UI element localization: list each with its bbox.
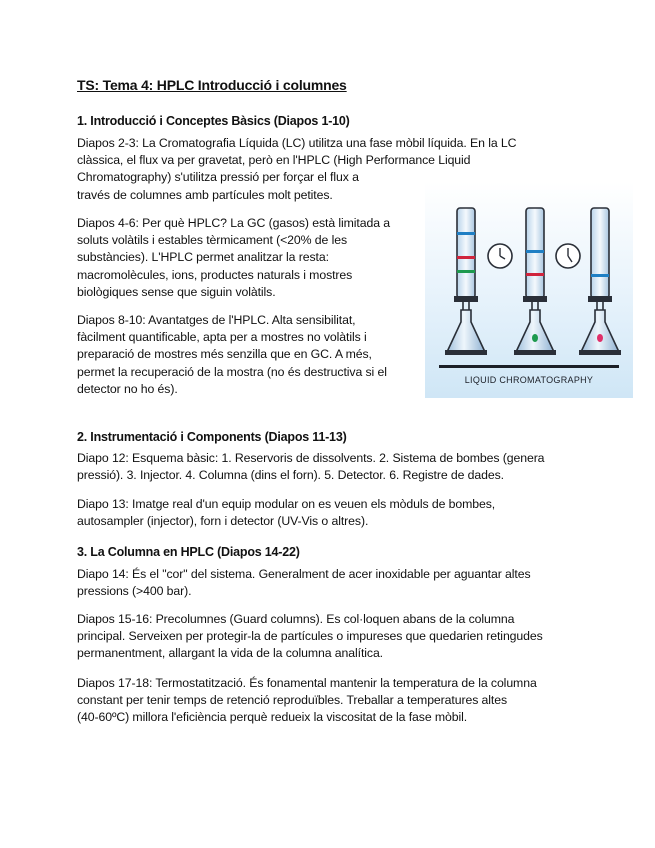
text-line: soluts volàtils i estables tèrmicament (<20% de les [77,233,347,248]
text-line: macromolècules, ions, productes naturals i mostres [77,267,353,282]
document-title: TS: Tema 4: HPLC Introducció i columnes [77,77,347,93]
column-2 [514,208,556,355]
text-line: través de columnes amb partícules molt petites. [77,187,333,202]
section-heading-1: 1. Introducció i Conceptes Bàsics (Diapos 1-10) [77,114,350,128]
text-line: clàssica, el flux va per gravetat, però en l'HPLC (High Performance Liquid [77,153,471,168]
band-blue [526,250,544,253]
text-line: Diapo 12: Esquema bàsic: 1. Reservoris de dissolvents. 2. Sistema de bombes (genera [77,451,545,465]
text-line: autosampler (injector), forn i detector (UV-Vis o altres). [77,514,369,529]
clock-icon [556,244,580,268]
band-red [526,273,544,276]
text-line: biològiques sense que siguin volàtils. [77,284,276,299]
band-blue [591,274,609,277]
text-line: Diapos 8-10: Avantatges de l'HPLC. Alta sensibilitat, [77,313,356,327]
text-line: Diapo 14: És el "cor" del sistema. Generalment de acer inoxidable per aguantar altes [77,567,531,581]
figure-baseline [439,365,619,368]
text-line: permet la recuperació de la mostra (no és destructiva si el [77,364,387,379]
paragraph-diapo-12 [77,450,544,484]
section-heading-3: 3. La Columna en HPLC (Diapos 14-22) [77,545,300,559]
column-3 [579,208,621,355]
band-green [457,270,475,273]
green-drop [532,334,538,342]
paragraph-diapos-8-10 [77,312,387,398]
clock-icon [488,244,512,268]
paragraph-diapos-17-18 [77,675,537,727]
text-line: Diapos 2-3: La Cromatografia Líquida (LC) utilitza una fase mòbil líquida. En la LC [77,136,517,150]
text-line: constant per tenir temps de retenció reproduïbles. Treballar a temperatures altes [77,693,508,708]
column-1 [445,208,487,355]
text-line: substàncies). L'HPLC permet analitzar la resta: [77,250,329,265]
text-line: Chromatography) s'utilitza pressió per forçar el flux a [77,170,359,185]
text-line: Diapo 13: Imatge real d'un equip modular on es veuen els mòduls de bombes, [77,497,496,511]
paragraph-diapos-4-6 [77,215,390,301]
text-line: detector no ho és). [77,381,178,396]
text-line: pressions (>400 bar). [77,584,192,599]
band-blue [457,232,475,235]
text-line: Diapos 17-18: Termostatització. És fonamental mantenir la temperatura de la columna [77,676,537,690]
text-line: fàcilment quantificable, apta per a mostres no volàtils i [77,330,367,345]
text-line: pressió). 3. Injector. 4. Columna (dins el forn). 5. Detector. 6. Registre de dades. [77,468,504,483]
paragraph-diapo-13 [77,496,495,530]
text-line: principal. Serveixen per protegir-la de partícules o impureses que quedarien retingudes [77,629,543,644]
paragraph-diapos-15-16 [77,611,543,663]
text-line: preparació de mostres més senzilla que en GC. A més, [77,347,372,362]
pink-drop [597,334,603,342]
text-line: Diapos 15-16: Precolumnes (Guard columns). Es col·loquen abans de la columna [77,612,515,626]
liquid-chromatography-figure [425,182,633,398]
text-line: (40-60ºC) millora l'eficiència perquè redueix la viscositat de la fase mòbil. [77,710,468,725]
text-line: permanentment, allargant la vida de la columna analítica. [77,646,384,661]
text-line: Diapos 4-6: Per què HPLC? La GC (gasos) està limitada a [77,216,391,230]
section-heading-2: 2. Instrumentació i Components (Diapos 11-13) [77,430,347,444]
figure-caption: LIQUID CHROMATOGRAPHY [464,375,594,385]
paragraph-diapo-14 [77,566,531,600]
band-red [457,256,475,259]
